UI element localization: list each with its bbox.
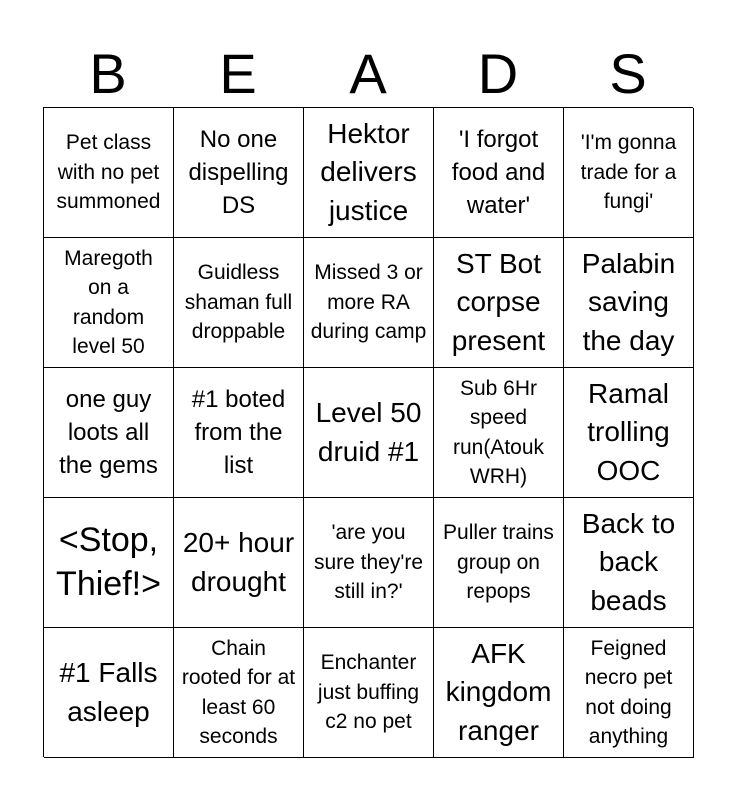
bingo-cell[interactable]: Maregoth on a random level 50 <box>44 238 174 368</box>
bingo-cell[interactable]: Palabin saving the day <box>564 238 694 368</box>
bingo-cell[interactable]: <Stop, Thief!> <box>44 498 174 628</box>
bingo-cell[interactable]: Chain rooted for at least 60 seconds <box>174 628 304 758</box>
header-letter-a: A <box>349 42 387 105</box>
header-letter-b: B <box>89 42 127 105</box>
bingo-cell[interactable]: Sub 6Hr speed run(Atouk WRH) <box>434 368 564 498</box>
bingo-cell[interactable]: Guidless shaman full droppable <box>174 238 304 368</box>
bingo-cell[interactable]: 'I'm gonna trade for a fungi' <box>564 108 694 238</box>
bingo-cell[interactable]: one guy loots all the gems <box>44 368 174 498</box>
bingo-board <box>43 107 693 757</box>
bingo-cell[interactable]: Level 50 druid #1 <box>304 368 434 498</box>
bingo-cell[interactable]: ST Bot corpse present <box>434 238 564 368</box>
bingo-cell[interactable]: Back to back beads <box>564 498 694 628</box>
bingo-cell[interactable]: 'I forgot food and water' <box>434 108 564 238</box>
bingo-cell[interactable]: #1 Falls asleep <box>44 628 174 758</box>
header-letter-s: S <box>609 42 647 105</box>
header-letter-d: D <box>477 42 519 105</box>
bingo-cell[interactable]: 20+ hour drought <box>174 498 304 628</box>
bingo-cell[interactable]: Missed 3 or more RA during camp <box>304 238 434 368</box>
bingo-cell[interactable]: No one dispelling DS <box>174 108 304 238</box>
bingo-cell[interactable]: Hektor delivers justice <box>304 108 434 238</box>
bingo-cell[interactable]: 'are you sure they're still in?' <box>304 498 434 628</box>
bingo-cell[interactable]: Ramal trolling OOC <box>564 368 694 498</box>
bingo-cell[interactable]: Feigned necro pet not doing anything <box>564 628 694 758</box>
bingo-cell[interactable]: Enchanter just buffing c2 no pet <box>304 628 434 758</box>
bingo-cell[interactable]: Pet class with no pet summoned <box>44 108 174 238</box>
bingo-cell[interactable]: Puller trains group on repops <box>434 498 564 628</box>
bingo-cell[interactable]: #1 boted from the list <box>174 368 304 498</box>
header-letter-e: E <box>219 42 257 105</box>
bingo-header <box>43 40 693 108</box>
bingo-cell[interactable]: AFK kingdom ranger <box>434 628 564 758</box>
